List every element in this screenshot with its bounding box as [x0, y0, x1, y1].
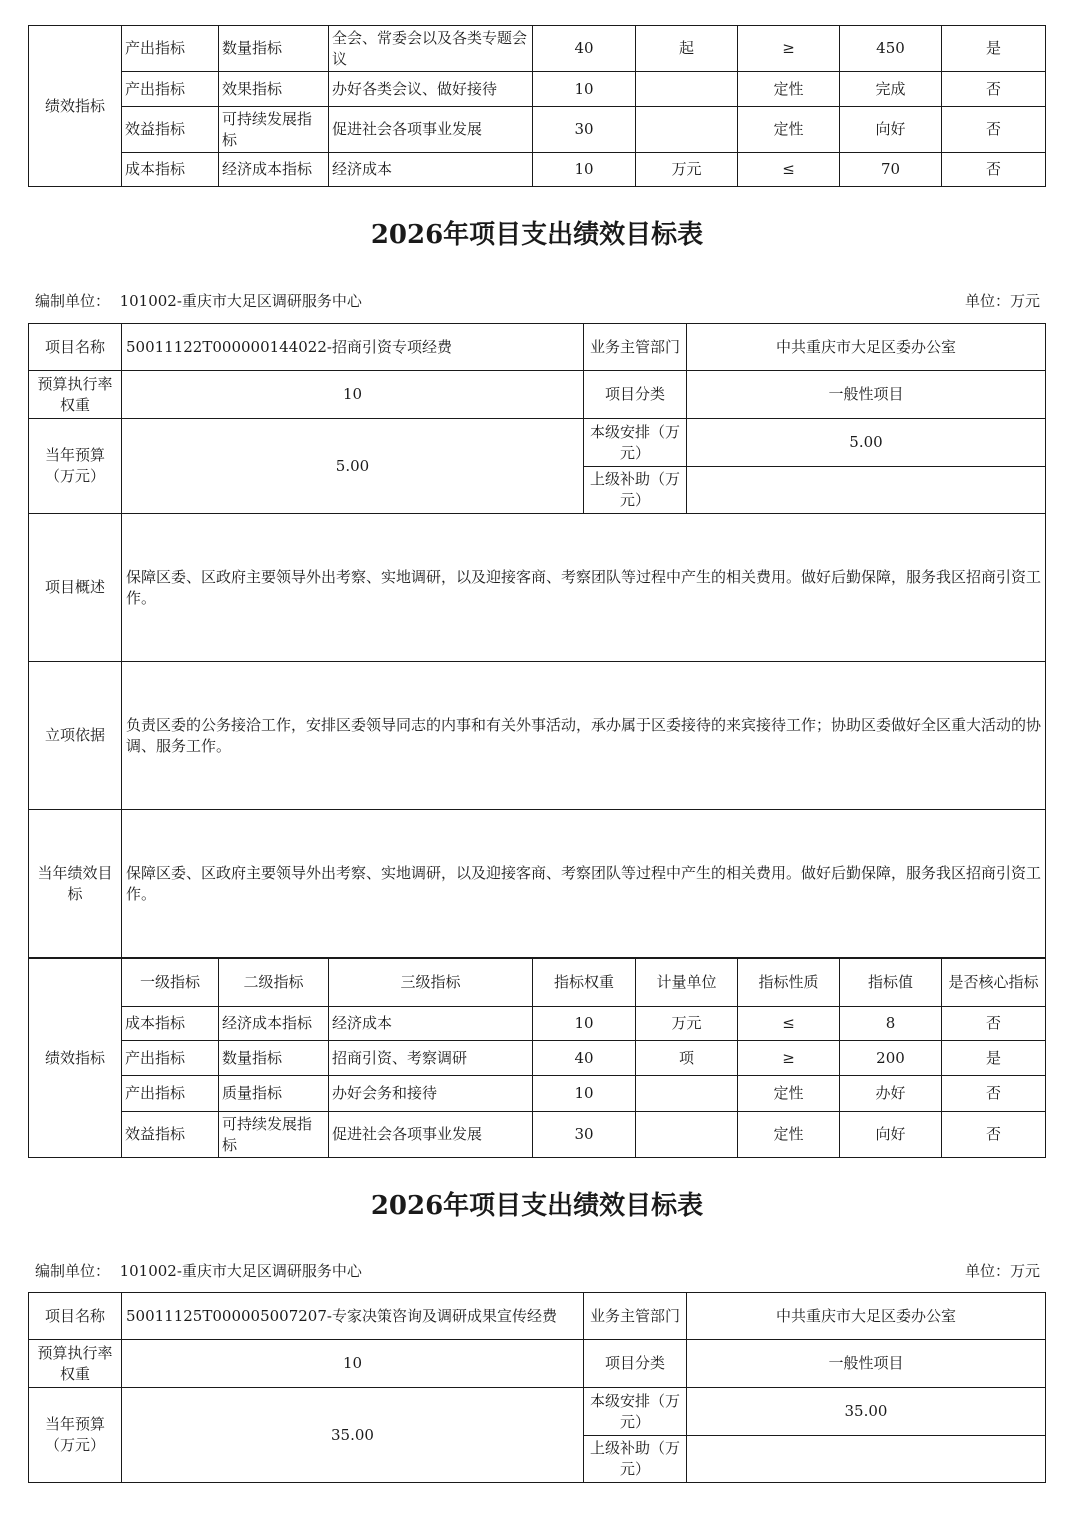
local-value: 35.00 — [687, 1388, 1046, 1436]
table-row — [29, 153, 1046, 187]
core-cell: 否 — [942, 1007, 1046, 1041]
dept-label: 业务主管部门 — [584, 324, 687, 371]
budget-value: 35.00 — [122, 1388, 584, 1483]
category-value: 一般性项目 — [687, 1340, 1046, 1388]
level1-cell: 成本指标 — [122, 1007, 219, 1041]
budget-label: 当年预算（万元） — [29, 419, 122, 514]
weight-cell: 30 — [533, 107, 636, 153]
project-name-value: 50011122T000000144022-招商引资专项经费 — [122, 324, 584, 371]
category-label: 项目分类 — [584, 1340, 687, 1388]
level2-cell: 效果指标 — [219, 72, 329, 107]
level3-cell: 促进社会各项事业发展 — [329, 107, 533, 153]
exec-weight-label: 预算执行率权重 — [29, 1340, 122, 1388]
level2-cell: 可持续发展指标 — [219, 107, 329, 153]
nature-cell: ≥ — [738, 1041, 840, 1076]
project-info-table — [28, 1292, 1046, 1483]
perf-section-label: 绩效指标 — [29, 26, 122, 187]
weight-cell: 10 — [533, 1007, 636, 1041]
weight-cell: 10 — [533, 1076, 636, 1112]
core-cell: 否 — [942, 107, 1046, 153]
exec-weight-label: 预算执行率权重 — [29, 371, 122, 419]
project-name-label: 项目名称 — [29, 1293, 122, 1340]
level3-cell: 经济成本 — [329, 153, 533, 187]
level3-cell: 办好各类会议、做好接待 — [329, 72, 533, 107]
level1-cell: 产出指标 — [122, 72, 219, 107]
level1-cell: 效益指标 — [122, 107, 219, 153]
budget-value: 5.00 — [122, 419, 584, 514]
category-label: 项目分类 — [584, 371, 687, 419]
col-header: 计量单位 — [636, 959, 738, 1007]
col-header: 二级指标 — [219, 959, 329, 1007]
level1-cell: 成本指标 — [122, 153, 219, 187]
org-value: 101002-重庆市大足区调研服务中心 — [119, 1262, 362, 1280]
dept-label: 业务主管部门 — [584, 1293, 687, 1340]
table-row — [29, 107, 1046, 153]
col-header: 一级指标 — [122, 959, 219, 1007]
level1-cell: 产出指标 — [122, 1076, 219, 1112]
basis-text: 负责区委的公务接洽工作，安排区委领导同志的内事和有关外事活动，承办属于区委接待的来宾接待工作；协助区委做好全区重大活动的协调、服务工作。 — [122, 662, 1046, 810]
level1-cell: 产出指标 — [122, 26, 219, 72]
col-header: 是否核心指标 — [942, 959, 1046, 1007]
unit-label: 单位：万元 — [964, 1262, 1040, 1280]
value-cell: 办好 — [840, 1076, 942, 1112]
org-label: 编制单位： — [35, 1262, 111, 1280]
weight-cell: 10 — [533, 72, 636, 107]
unit-cell — [636, 1076, 738, 1112]
weight-cell: 30 — [533, 1112, 636, 1158]
value-cell: 向好 — [840, 1112, 942, 1158]
nature-cell: 定性 — [738, 1112, 840, 1158]
budget-label: 当年预算（万元） — [29, 1388, 122, 1483]
level1-cell: 产出指标 — [122, 1041, 219, 1076]
col-header: 指标权重 — [533, 959, 636, 1007]
project-info-table — [28, 323, 1046, 958]
perf-section-label: 绩效指标 — [29, 959, 122, 1158]
value-cell: 8 — [840, 1007, 942, 1041]
nature-cell: ≤ — [738, 1007, 840, 1041]
basis-label: 立项依据 — [29, 662, 122, 810]
nature-cell: 定性 — [738, 72, 840, 107]
category-value: 一般性项目 — [687, 371, 1046, 419]
value-cell: 完成 — [840, 72, 942, 107]
unit-cell: 万元 — [636, 1007, 738, 1041]
core-cell: 是 — [942, 1041, 1046, 1076]
goal-text: 保障区委、区政府主要领导外出考察、实地调研，以及迎接客商、考察团队等过程中产生的相关费用。做好后勤保障，服务我区招商引资工作。 — [122, 810, 1046, 958]
local-label: 本级安排（万元） — [584, 419, 687, 467]
nature-cell: ≥ — [738, 26, 840, 72]
table-row — [29, 1007, 1046, 1041]
level3-cell: 招商引资、考察调研 — [329, 1041, 533, 1076]
level3-cell: 全会、常委会以及各类专题会议 — [329, 26, 533, 72]
overview-label: 项目概述 — [29, 514, 122, 662]
project-name-value: 50011125T000005007207-专家决策咨询及调研成果宣传经费 — [122, 1293, 584, 1340]
table-row — [29, 72, 1046, 107]
weight-cell: 40 — [533, 26, 636, 72]
unit-label: 单位：万元 — [964, 292, 1040, 310]
core-cell: 否 — [942, 153, 1046, 187]
unit-cell: 万元 — [636, 153, 738, 187]
nature-cell: 定性 — [738, 107, 840, 153]
section-title: 2026年项目支出绩效目标表 — [370, 220, 704, 250]
level2-cell: 可持续发展指标 — [219, 1112, 329, 1158]
level3-cell: 办好会务和接待 — [329, 1076, 533, 1112]
unit-cell — [636, 1112, 738, 1158]
value-cell: 450 — [840, 26, 942, 72]
unit-cell: 起 — [636, 26, 738, 72]
local-value: 5.00 — [687, 419, 1046, 467]
level1-cell: 效益指标 — [122, 1112, 219, 1158]
level2-cell: 数量指标 — [219, 1041, 329, 1076]
local-label: 本级安排（万元） — [584, 1388, 687, 1436]
dept-value: 中共重庆市大足区委办公室 — [687, 1293, 1046, 1340]
level2-cell: 数量指标 — [219, 26, 329, 72]
unit-cell: 项 — [636, 1041, 738, 1076]
table-row — [29, 1112, 1046, 1158]
upper-label: 上级补助（万元） — [584, 1436, 687, 1483]
nature-cell: 定性 — [738, 1076, 840, 1112]
col-header: 三级指标 — [329, 959, 533, 1007]
table-row — [29, 26, 1046, 72]
table-row — [29, 1076, 1046, 1112]
unit-cell — [636, 107, 738, 153]
value-cell: 70 — [840, 153, 942, 187]
dept-value: 中共重庆市大足区委办公室 — [687, 324, 1046, 371]
overview-text: 保障区委、区政府主要领导外出考察、实地调研，以及迎接客商、考察团队等过程中产生的相关费用。做好后勤保障，服务我区招商引资工作。 — [122, 514, 1046, 662]
upper-value — [687, 1436, 1046, 1483]
unit-cell — [636, 72, 738, 107]
goal-label: 当年绩效目标 — [29, 810, 122, 958]
weight-cell: 40 — [533, 1041, 636, 1076]
col-header: 指标性质 — [738, 959, 840, 1007]
org-value: 101002-重庆市大足区调研服务中心 — [119, 292, 362, 310]
level3-cell: 促进社会各项事业发展 — [329, 1112, 533, 1158]
performance-table — [28, 958, 1046, 1158]
org-line — [35, 290, 362, 311]
project-name-label: 项目名称 — [29, 324, 122, 371]
exec-weight-value: 10 — [122, 1340, 584, 1388]
header-row — [29, 959, 1046, 1007]
upper-label: 上级补助（万元） — [584, 467, 687, 514]
prev-performance-table — [28, 25, 1046, 187]
core-cell: 是 — [942, 26, 1046, 72]
level3-cell: 经济成本 — [329, 1007, 533, 1041]
org-label: 编制单位： — [35, 292, 111, 310]
core-cell: 否 — [942, 1076, 1046, 1112]
nature-cell: ≤ — [738, 153, 840, 187]
upper-value — [687, 467, 1046, 514]
org-line — [35, 1260, 362, 1281]
core-cell: 否 — [942, 1112, 1046, 1158]
exec-weight-value: 10 — [122, 371, 584, 419]
level2-cell: 经济成本指标 — [219, 153, 329, 187]
value-cell: 200 — [840, 1041, 942, 1076]
col-header: 指标值 — [840, 959, 942, 1007]
table-row — [29, 1041, 1046, 1076]
value-cell: 向好 — [840, 107, 942, 153]
level2-cell: 经济成本指标 — [219, 1007, 329, 1041]
section-title: 2026年项目支出绩效目标表 — [370, 1191, 704, 1221]
level2-cell: 质量指标 — [219, 1076, 329, 1112]
core-cell: 否 — [942, 72, 1046, 107]
weight-cell: 10 — [533, 153, 636, 187]
